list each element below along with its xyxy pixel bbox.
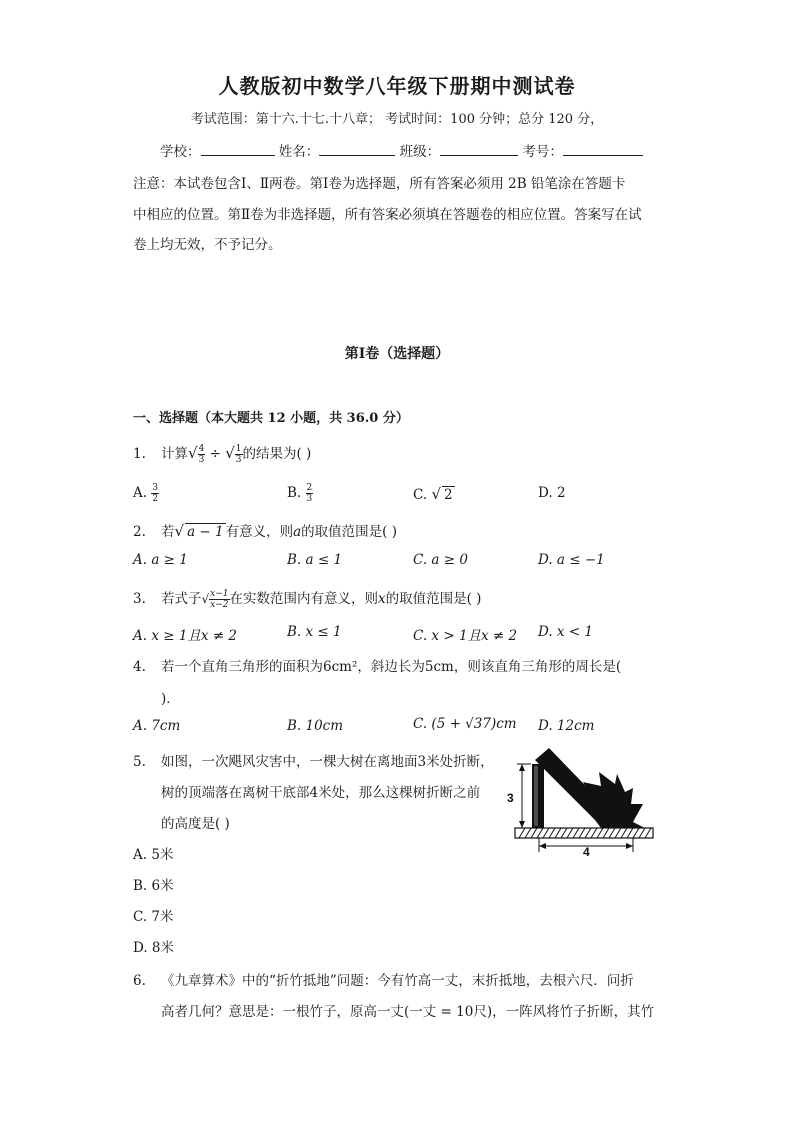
question-text: 若一个直角三角形的面积为6cm²，斜边长为5cm，则该直角三角形的周长是( [161,659,622,675]
tree-foliage [579,772,645,828]
option-a[interactable]: A. a ≥ 1 [133,552,188,568]
question-number: 1. [133,446,146,462]
option-c[interactable]: C. (5 + √37)cm [413,716,517,732]
note-line-1: 注意：本试卷包含Ⅰ、Ⅱ两卷。第Ⅰ卷为选择题，所有答案必须用 2B 铅笔涂在答题卡 [133,176,626,192]
broken-tree-figure [505,742,665,857]
option-c[interactable]: C. 7米 [133,909,174,925]
question-text: 计算 [161,446,188,462]
class-label: 班级： [399,144,441,160]
base-label: 4 [583,845,590,857]
exam-title: 人教版初中数学八年级下册期中测试卷 [218,74,576,98]
option-a[interactable]: A. $\frac{3}{2}$ [133,483,159,504]
fraction: $\frac{1}{3}$ [235,444,242,465]
option-b[interactable]: B. a ≤ 1 [287,552,343,568]
fraction: $\frac{4}{3}$ [198,444,205,465]
question-number: 2. [133,524,146,540]
question-6 [133,969,634,989]
name-label: 姓名： [278,144,320,160]
question-2: 2. 若√ a − 1 有意义，则a的取值范围是( ) [133,522,397,540]
class-field[interactable] [440,141,518,156]
question-6-line-2: 高者几何？意思是：一根竹子，原高一丈(一丈 = 10尺)，一阵风将竹子折断，其竹 [161,1004,655,1020]
question-4-cont: )． [161,691,180,707]
option-c[interactable]: C. x > 1且x ≠ 2 [413,628,518,644]
option-b[interactable]: B. x ≤ 1 [287,624,342,640]
operator: ÷ [205,446,226,462]
question-5-line-3: 的高度是( ) [161,816,230,832]
question-number: 4. [133,659,146,675]
student-info-row [160,140,643,160]
question-text: 如图，一次飓风灾害中，一棵大树在离地面3米处折断， [161,754,494,770]
note-line-2: 中相应的位置。第Ⅱ卷为非选择题，所有答案必须填在答题卷的相应位置。答案写在试 [133,207,642,223]
option-b[interactable]: B. 10cm [287,718,344,734]
question-3: 3. 若式子√ $\frac{x-1}{x-2}$ 在实数范围内有意义，则x的取值范围是( ) [133,589,482,610]
exam-no-field[interactable] [563,141,643,156]
option-d[interactable]: D. a ≤ −1 [538,552,605,568]
school-label: 学校： [160,144,201,160]
option-d[interactable]: D. 2 [538,485,566,501]
question-5 [133,750,494,770]
option-a[interactable]: A. 5米 [133,847,174,863]
question-number: 6. [133,973,146,989]
option-d[interactable]: D. 8米 [133,940,175,956]
height-label: 3 [507,791,514,805]
fraction: $\frac{x-1}{x-2}$ [210,589,229,610]
question-text: 《九章算术》中的“折竹抵地”问题：今有竹高一丈，末折抵地，去根六尺．问折 [161,973,634,989]
exam-scope: 考试范围：第十六.十七.十八章； 考试时间：100 分钟；总分 120 分， [190,112,604,127]
option-c[interactable]: C. a ≥ 0 [413,552,468,568]
name-field[interactable] [319,141,395,156]
part-title: 一、选择题（本大题共 12 小题，共 36.0 分） [133,411,409,426]
question-number: 3. [133,591,146,607]
school-field[interactable] [201,141,275,156]
question-4 [133,655,621,675]
question-5-line-2: 树的顶端落在离树干底部4米处，那么这棵树折断之前 [161,785,481,801]
option-a[interactable]: A. 7cm [133,718,181,734]
option-d[interactable]: D. 12cm [538,718,595,734]
option-b[interactable]: B. $\frac{2}{3}$ [287,483,313,504]
option-a[interactable]: A. x ≥ 1且x ≠ 2 [133,628,238,644]
question-number: 5. [133,754,146,770]
exam-no-label: 考号： [522,144,563,160]
option-b[interactable]: B. 6米 [133,878,174,894]
note-line-3: 卷上均无效，不予记分。 [133,237,282,253]
option-d[interactable]: D. x < 1 [538,624,594,640]
question-1: 1. 计算√ $\frac{4}{3}$ ÷ √ $\frac{1}{3}$ 的结果为( ) [133,444,312,465]
section-title: 第Ⅰ卷（选择题） [344,346,450,362]
option-c[interactable]: C. √ 2 [413,485,453,503]
question-text: 的结果为( ) [242,446,312,462]
